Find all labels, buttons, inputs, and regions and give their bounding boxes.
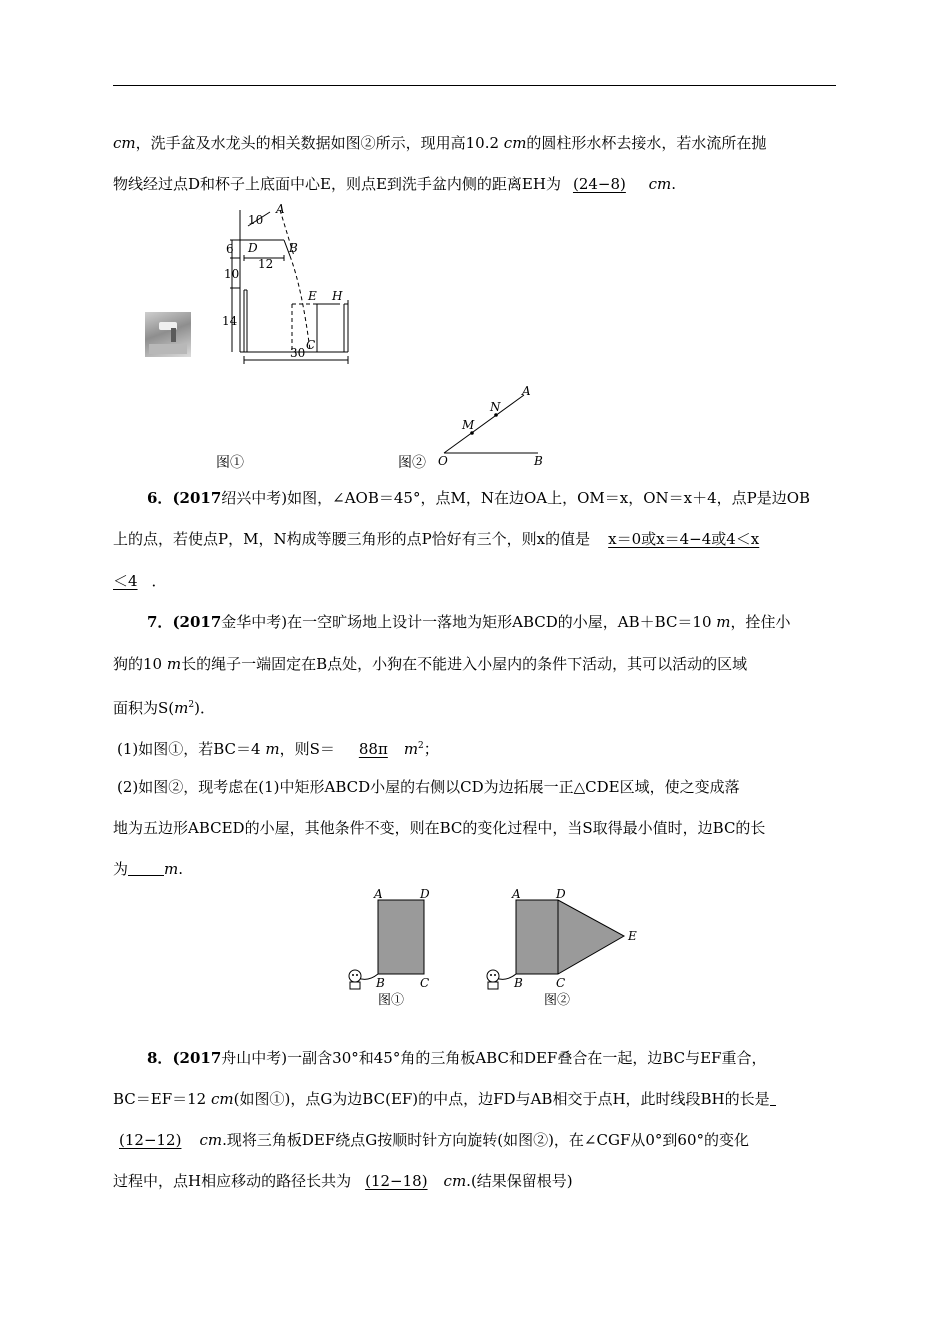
angle-aob-diagram (438, 383, 558, 473)
fig5-label-c: C (306, 338, 316, 352)
fig5-label-e: E (308, 289, 317, 303)
q5-line-2: 物线经过点D和杯子上底面中心E，则点E到洗手盆内侧的距离EH为 (24−8) cm. (113, 175, 677, 193)
fig7a-label-a: A (374, 887, 383, 901)
sink-faucet-diagram (210, 200, 370, 370)
fig5-dim-10b: 10 (224, 267, 240, 281)
fig7b-caption: 图② (544, 993, 571, 1008)
fig7b-label-c: C (556, 976, 566, 990)
q7-part2-line-1: (2)如图②，现考虑在(1)中矩形ABCD小屋的右侧以CD为边拓展一正△CDE区域，使之变成落 (117, 778, 740, 796)
q7-part1: (1)如图①，若BC＝4 m，则S＝ 88π $m^2$； (117, 740, 439, 758)
fig5-dim-6: 6 (226, 242, 234, 256)
q8-blank-lead (770, 1091, 776, 1106)
q7-part1-answer: 88π (358, 740, 388, 758)
q6-line-3: ＜4 ． (113, 572, 167, 590)
rectangle-house-diagram (340, 884, 450, 1008)
q5-answer: (24−8) (572, 175, 626, 193)
figure-2-caption: 图② (398, 455, 426, 471)
q8-line-2: BC＝EF＝12 cm(如图①)，点G为边BC(EF)的中点，边FD与AB相交于点H，此时线段BH的长是 (113, 1089, 776, 1109)
q7-line-2: 狗的10 m长的绳子一端固定在B点处，小狗在不能进入小屋内的条件下活动，其可以活动的区域 (113, 655, 748, 673)
fig7b-label-a: A (512, 887, 521, 901)
fig7b-label-b: B (514, 976, 523, 990)
fig7b-label-e: E (628, 929, 637, 943)
fig6-label-b: B (534, 454, 543, 468)
fig5-label-b: B (289, 241, 298, 255)
fig7a-label-c: C (420, 976, 430, 990)
q8-line-1: 8．(2017舟山中考)一副含30°和45°角的三角板ABC和DEF叠合在一起，边BC与EF重合， (147, 1049, 767, 1067)
fig5-dim-12: 12 (258, 257, 274, 271)
q7-part2-line-2: 地为五边形ABCED的小屋，其他条件不变，则在BC的变化过程中，当S取得最小值时，边BC的长 (113, 819, 766, 837)
q7-line-3: 面积为$S(m^2)$． (113, 699, 215, 717)
q7-part2-line-3: 为 m. (113, 860, 184, 878)
fig7b-label-d: D (556, 887, 566, 901)
fig5-dim-14: 14 (222, 314, 238, 328)
faucet-photo (145, 312, 191, 357)
fig5-label-h: H (332, 289, 343, 303)
fig5-dim-10a: 10 (248, 213, 264, 227)
q6-line-2: 上的点，若使点P，M，N构成等腰三角形的点P恰好有三个，则x的值是 x＝0或x＝4−4或4＜x (113, 530, 760, 548)
q6-line-1: 6．(2017绍兴中考)如图，∠AOB＝45°，点M，N在边OA上，OM＝x，ON＝x＋4，点P是边OB (147, 489, 811, 507)
q5-line-1: cm，洗手盆及水龙头的相关数据如图②所示，现用高10.2 cm的圆柱形水杯去接水，若水流所在抛 (113, 134, 767, 152)
fig6-label-m: M (462, 418, 475, 432)
fig6-label-a: A (522, 384, 531, 398)
fig7a-label-b: B (376, 976, 385, 990)
q6-answer-cont: ＜4 (113, 572, 138, 590)
pentagon-house-diagram (478, 884, 658, 1008)
q7-line-1: 7．(2017金华中考)在一空旷场地上设计一落地为矩形ABCD的小屋，AB＋BC＝10 m，拴住小 (147, 613, 791, 631)
q8-line-3: (12−12) cm.现将三角板DEF绕点G按顺时针方向旋转(如图②)，在∠CGF从0°到60°的变化 (113, 1130, 749, 1150)
fig6-label-o: O (438, 454, 448, 468)
fig7a-caption: 图① (378, 993, 405, 1008)
fig5-dim-30: 30 (290, 346, 306, 360)
q7-part2-blank (128, 861, 164, 876)
q8-answer-bh: (12−12) (119, 1131, 182, 1149)
fig5-label-a: A (276, 202, 285, 216)
q8-line-4: 过程中，点H相应移动的路径长共为 (12−18) cm.(结果保留根号) (113, 1172, 573, 1190)
fig7a-label-d: D (420, 887, 430, 901)
q6-answer: x＝0或x＝4−4或4＜x (608, 530, 760, 548)
fig5-label-d: D (248, 241, 258, 255)
header-rule (113, 85, 836, 86)
q8-answer-path: (12−18) (365, 1172, 428, 1190)
fig6-label-n: N (490, 400, 501, 414)
figure-1-caption: 图① (216, 455, 244, 471)
